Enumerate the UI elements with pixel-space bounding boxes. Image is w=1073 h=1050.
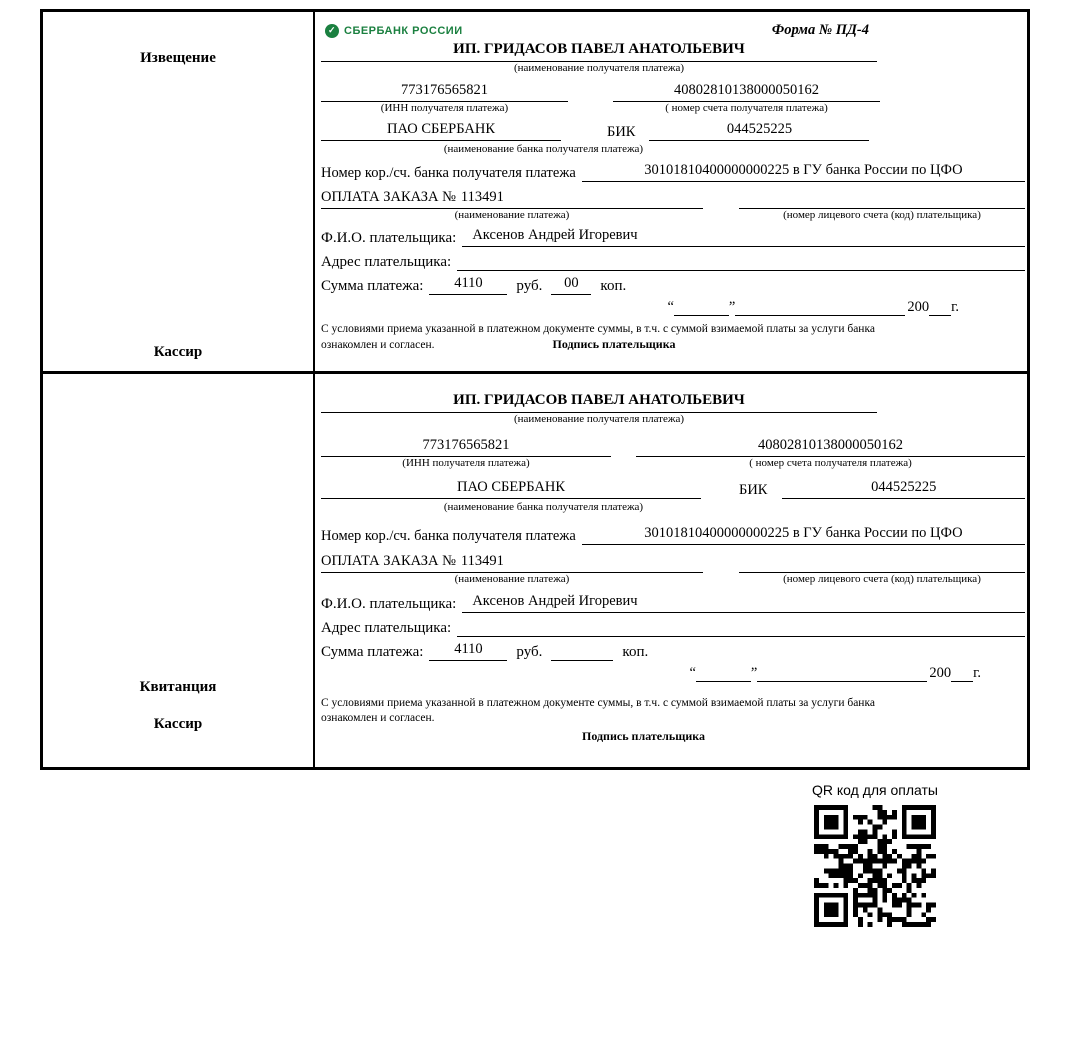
- receipt-date-close-quote: ”: [750, 665, 758, 681]
- receipt-account-caption: ( номер счета получателя платежа): [749, 457, 912, 469]
- inn-caption: (ИНН получателя платежа): [380, 102, 509, 114]
- receipt-corr-account-row: [321, 525, 1025, 545]
- corr-account-row: [321, 162, 1025, 182]
- payer-address-blank: [457, 251, 1025, 271]
- receipt-kop-label: коп.: [622, 644, 649, 660]
- receipt-payer-address-blank: [457, 617, 1025, 637]
- receipt-amount-rub-value: 4110: [429, 641, 507, 661]
- receipt-payer-name-row: [321, 593, 1025, 613]
- form-number: Форма № ПД-4: [771, 22, 869, 38]
- receipt-bank-caption: (наименование банка получателя платежа): [443, 501, 644, 513]
- payer-address-label: Адрес плательщика:: [321, 254, 452, 270]
- terms-block: [321, 322, 966, 353]
- receipt-date-year-blank: [951, 665, 973, 682]
- receipt-inn-account-captions: [321, 457, 1025, 469]
- date-year-blank: [929, 299, 951, 316]
- notice-header-line: [325, 22, 869, 39]
- receipt-bank-name: ПАО СБЕРБАНК: [321, 479, 701, 499]
- purpose-label: ОПЛАТА ЗАКАЗА №: [321, 189, 456, 205]
- date-month-blank: [735, 299, 905, 316]
- receipt-payer-name-value: Аксенов Андрей Игоревич: [462, 593, 1025, 613]
- receipt-date-day-blank: [696, 665, 751, 682]
- date-year-suffix: г.: [951, 299, 959, 315]
- receipt-order-number: 113491: [460, 553, 504, 569]
- receipt-inn-caption: (ИНН получателя платежа): [402, 457, 530, 469]
- receipt-left-column: [43, 374, 313, 767]
- receipt-purpose-captions: [321, 573, 1025, 585]
- receipt-signature-label: Подпись плательщика: [582, 728, 705, 743]
- receipt-bik-value: 044525225: [782, 479, 1025, 499]
- receipt-personal-account-blank: [739, 554, 1025, 573]
- receipt-bik-label: БИК: [739, 482, 768, 498]
- receipt-amount-kop-value: [551, 658, 613, 661]
- order-number: 113491: [460, 189, 504, 205]
- receipt-date-row: [321, 665, 981, 682]
- receipt-purpose-caption: (наименование платежа): [454, 573, 570, 585]
- payer-address-row: [321, 251, 1025, 271]
- payee-name: ИП. ГРИДАСОВ ПАВЕЛ АНАТОЛЬЕВИЧ: [321, 41, 877, 62]
- receipt-corr-account-label: Номер кор./сч. банка получателя платежа: [321, 528, 576, 544]
- bank-caption: (наименование банка получателя платежа): [443, 143, 644, 155]
- receipt-purpose-label: ОПЛАТА ЗАКАЗА №: [321, 553, 456, 569]
- terms-line2-row: [321, 337, 966, 353]
- receipt-account-value: 40802810138000050162: [636, 437, 1025, 457]
- receipt-amount-label: Сумма платежа:: [321, 644, 424, 660]
- amount-label: Сумма платежа:: [321, 278, 424, 294]
- amount-row: [321, 275, 1025, 295]
- corr-account-value: 30101810400000000225 в ГУ банка России по ЦФО: [582, 162, 1025, 182]
- receipt-payment-purpose-row: [321, 553, 1025, 573]
- receipt-payer-address-label: Адрес плательщика:: [321, 620, 452, 636]
- bank-row: [321, 121, 1025, 141]
- sberbank-logo-text: СБЕРБАНК РОССИИ: [344, 24, 463, 37]
- receipt-terms-block: [321, 696, 966, 726]
- payment-purpose-row: [321, 189, 1025, 209]
- receipt-amount-row: [321, 641, 1025, 661]
- date-open-quote: “: [667, 299, 674, 315]
- inn-account-row: [321, 82, 1025, 102]
- sberbank-emblem-icon: ✓: [325, 24, 339, 38]
- notice-section: [43, 12, 1027, 371]
- sberbank-logo: [325, 24, 463, 38]
- notice-section-label: Извещение: [140, 50, 216, 66]
- inn-account-captions: [321, 102, 1025, 114]
- receipt-payer-name-label: Ф.И.О. плательщика:: [321, 596, 457, 612]
- kop-label: коп.: [600, 278, 627, 294]
- account-caption: ( номер счета получателя платежа): [665, 102, 828, 114]
- date-row: [321, 299, 959, 316]
- receipt-rub-label: руб.: [516, 644, 543, 660]
- personal-account-blank: [739, 190, 1025, 209]
- receipt-section-label: Квитанция: [139, 679, 217, 695]
- receipt-date-year-suffix: г.: [973, 665, 981, 681]
- rub-label: руб.: [516, 278, 543, 294]
- purpose-captions: [321, 209, 1025, 221]
- notice-left-column: [43, 12, 313, 371]
- receipt-section: [43, 371, 1027, 767]
- inn-value: 773176565821: [321, 82, 568, 102]
- receipt-content: [313, 374, 1027, 767]
- receipt-date-open-quote: “: [689, 665, 696, 681]
- notice-content: [313, 12, 1027, 371]
- receipt-date-month-blank: [757, 665, 927, 682]
- receipt-terms-line1: С условиями приема указанной в платежном документе суммы, в т.ч. с суммой взимаемой платы за услуги банка: [321, 697, 875, 709]
- corr-account-label: Номер кор./сч. банка получателя платежа: [321, 165, 576, 181]
- qr-section: [765, 782, 985, 932]
- qr-code: [814, 805, 936, 927]
- bik-value: 044525225: [649, 121, 869, 141]
- date-day-blank: [674, 299, 729, 316]
- signature-label: Подпись плательщика: [552, 336, 676, 351]
- payer-name-row: [321, 227, 1025, 247]
- receipt-payment-purpose: [321, 553, 703, 573]
- receipt-payer-address-row: [321, 617, 1025, 637]
- notice-cashier-label: Кассир: [153, 344, 203, 360]
- pd4-payment-form: [40, 9, 1030, 770]
- amount-rub-value: 4110: [429, 275, 507, 295]
- receipt-inn-account-row: [321, 437, 1025, 457]
- date-close-quote: ”: [728, 299, 736, 315]
- date-year: 200: [907, 299, 930, 315]
- payee-caption: (наименование получателя платежа): [513, 62, 685, 74]
- payer-name-label: Ф.И.О. плательщика:: [321, 230, 457, 246]
- receipt-cashier-label: Кассир: [153, 716, 203, 732]
- receipt-corr-account-value: 30101810400000000225 в ГУ банка России по ЦФО: [582, 525, 1025, 545]
- account-value: 40802810138000050162: [613, 82, 880, 102]
- receipt-bank-row: [321, 479, 1025, 499]
- amount-kop-value: 00: [551, 275, 591, 295]
- receipt-payee-name: ИП. ГРИДАСОВ ПАВЕЛ АНАТОЛЬЕВИЧ: [321, 392, 877, 413]
- receipt-personal-account-caption: (номер лицевого счета (код) плательщика): [783, 573, 981, 585]
- bank-name: ПАО СБЕРБАНК: [321, 121, 561, 141]
- terms-line2: ознакомлен и согласен.: [321, 338, 435, 351]
- qr-label: QR код для оплаты: [811, 782, 938, 798]
- personal-account-caption: (номер лицевого счета (код) плательщика): [783, 209, 981, 221]
- receipt-terms-line2: ознакомлен и согласен.: [321, 711, 435, 724]
- purpose-caption: (наименование платежа): [454, 209, 570, 221]
- receipt-date-year: 200: [929, 665, 952, 681]
- receipt-inn-value: 773176565821: [321, 437, 611, 457]
- payer-name-value: Аксенов Андрей Игоревич: [462, 227, 1025, 247]
- receipt-payee-caption: (наименование получателя платежа): [513, 413, 685, 425]
- terms-line1: С условиями приема указанной в платежном документе суммы, в т.ч. с суммой взимаемой платы за услуги банка: [321, 323, 875, 335]
- bik-label: БИК: [607, 124, 636, 140]
- payment-purpose: [321, 189, 703, 209]
